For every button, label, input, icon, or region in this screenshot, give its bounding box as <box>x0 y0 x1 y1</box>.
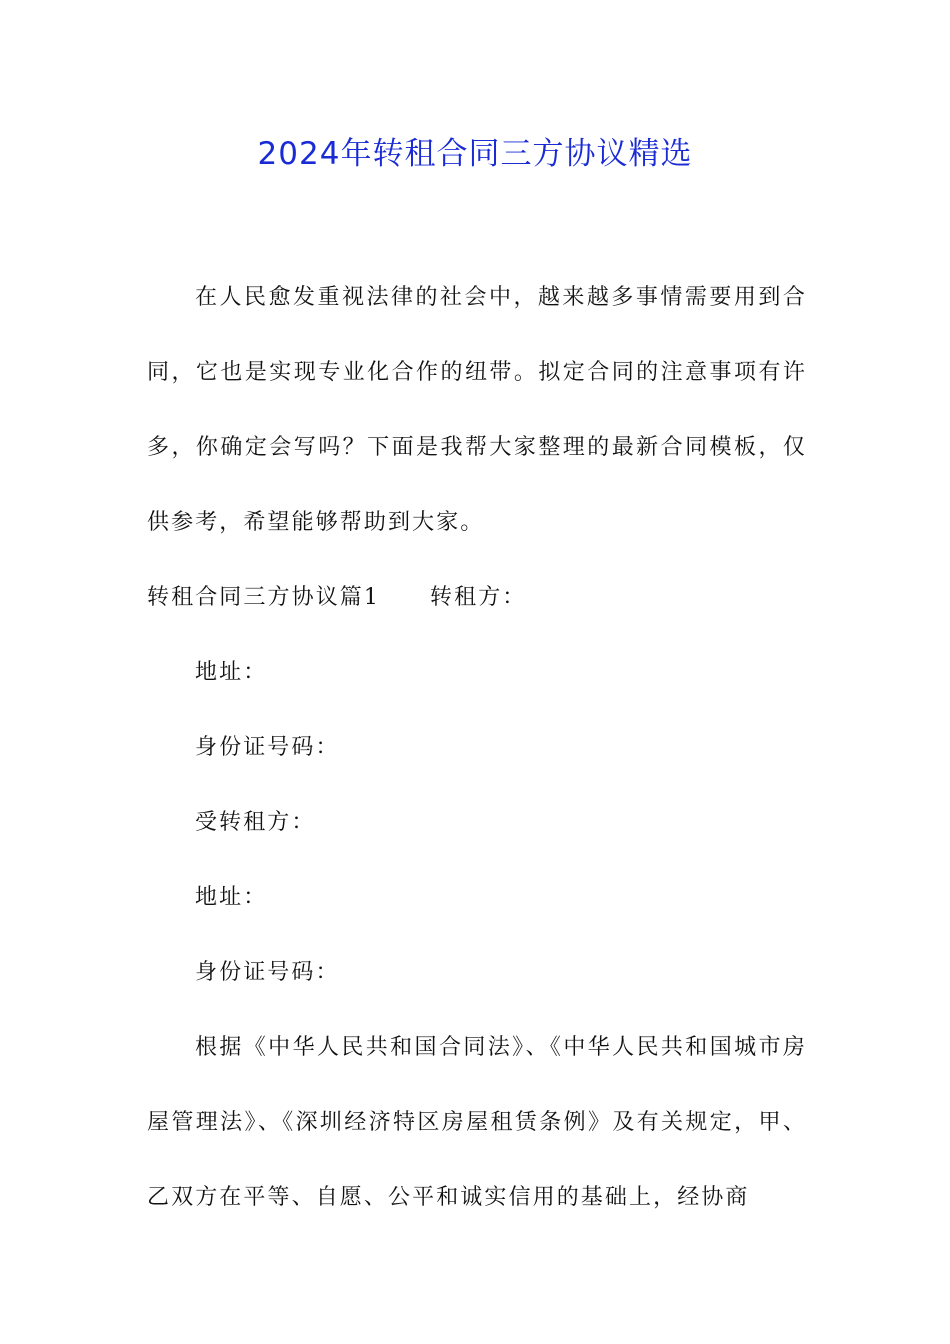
sublessor-address-field: 地址： <box>195 660 268 685</box>
basis-paragraph: 根据《中华人民共和国合同法》、《中华人民共和国城市房屋管理法》、《深圳经济特区房屋租赁条例》及有关规定，甲、乙双方在平等、自愿、公平和诚实信用的基础上，经协商 <box>147 1035 807 1210</box>
section-title: 转租合同三方协议篇1 <box>147 585 380 610</box>
sublessee-id-number-field: 身份证号码： <box>195 960 340 985</box>
document-body <box>147 260 807 1235</box>
sublessor-label: 转租方： <box>430 585 527 610</box>
sublessor-id-number-field: 身份证号码： <box>195 735 340 760</box>
intro-paragraph: 在人民愈发重视法律的社会中，越来越多事情需要用到合同，它也是实现专业化合作的纽带。拟定合同的注意事项有许多，你确定会写吗？下面是我帮大家整理的最新合同模板，仅供参考，希望能够帮助到大家。 <box>147 285 807 535</box>
section-heading-line <box>147 560 807 635</box>
document-title: 2024年转租合同三方协议精选 <box>257 136 693 172</box>
sublessee-label: 受转租方： <box>195 810 316 835</box>
sublessee-address-field: 地址： <box>195 885 268 910</box>
